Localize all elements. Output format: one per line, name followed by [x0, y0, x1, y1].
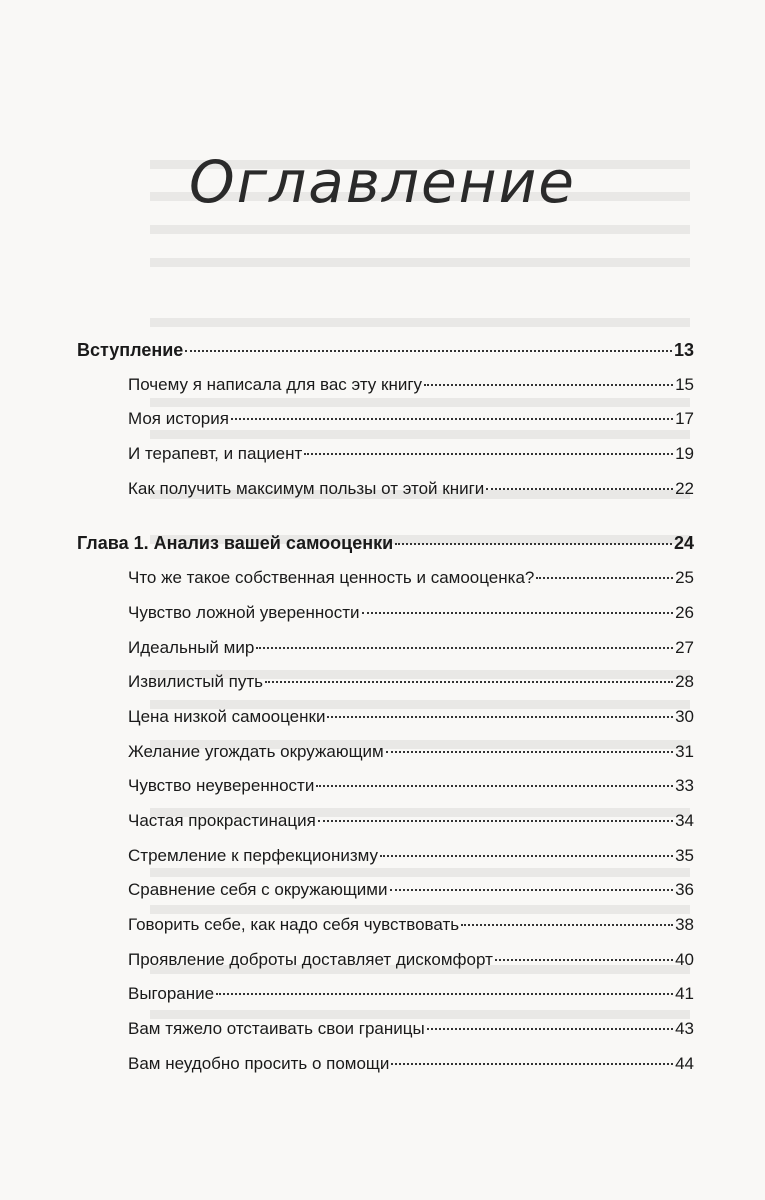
dot-leader: [327, 716, 673, 718]
toc-page-number: 40: [675, 949, 694, 969]
toc-page-number: 17: [675, 409, 694, 429]
dot-leader: [185, 350, 672, 352]
toc-page-number: 35: [675, 845, 694, 865]
toc-section-entry[interactable]: [77, 846, 694, 881]
toc-entry-label: Почему я написала для вас эту книгу: [128, 374, 423, 394]
dot-leader: [216, 993, 673, 995]
dot-leader: [427, 1028, 673, 1030]
toc-page-number: 41: [675, 984, 694, 1004]
toc-page-number: 36: [675, 880, 694, 900]
toc-page-number: 31: [675, 741, 694, 761]
toc-page-number: 13: [673, 340, 694, 360]
toc-page-number: 33: [675, 776, 694, 796]
dot-leader: [256, 647, 673, 649]
toc-section-entry[interactable]: [77, 603, 694, 638]
dot-leader: [536, 577, 673, 579]
toc-page-number: 22: [675, 478, 694, 498]
dot-leader: [495, 959, 673, 961]
dot-leader: [316, 785, 673, 787]
toc-page-number: 25: [675, 568, 694, 588]
toc-entry-label: Вам неудобно просить о помощи: [128, 1053, 390, 1073]
toc-page-number: 44: [675, 1053, 694, 1073]
dot-leader: [362, 612, 674, 614]
toc-entry-label: Частая прокрастинация: [128, 810, 316, 830]
toc-section-entry[interactable]: [77, 707, 694, 742]
dot-leader: [386, 751, 673, 753]
table-of-contents: [77, 340, 694, 1088]
toc-section-entry[interactable]: [77, 375, 694, 410]
toc-entry-label: Идеальный мир: [128, 637, 255, 657]
toc-entry-label: Говорить себе, как надо себя чувствовать: [128, 915, 460, 934]
toc-page-number: 24: [673, 533, 694, 554]
toc-section-entry[interactable]: [77, 915, 694, 950]
toc-page-number: 30: [675, 706, 694, 726]
toc-section-entry[interactable]: [77, 1019, 694, 1054]
toc-page-number: 19: [675, 444, 694, 464]
toc-entry-label: Что же такое собственная ценность и самооценка?: [128, 568, 535, 588]
dot-leader: [486, 488, 673, 490]
toc-entry-label: Глава 1. Анализ вашей самооценки: [77, 533, 394, 554]
toc-section-entry[interactable]: [77, 880, 694, 915]
toc-entry-label: Цена низкой самооценки: [128, 706, 326, 726]
toc-page-number: 43: [675, 1019, 694, 1039]
toc-chapter-entry[interactable]: [77, 533, 694, 568]
dot-leader: [390, 889, 674, 891]
dot-leader: [461, 924, 673, 926]
toc-entry-label: Вам тяжело отстаивать свои границы: [128, 1019, 425, 1039]
toc-section-entry[interactable]: [77, 638, 694, 673]
toc-section-entry[interactable]: [77, 776, 694, 811]
dot-leader: [424, 384, 673, 386]
dot-leader: [265, 681, 673, 683]
dot-leader: [304, 453, 673, 455]
page-title: Оглавление: [189, 148, 576, 216]
toc-entry-label: Выгорание: [128, 984, 215, 1004]
toc-section-entry[interactable]: [77, 1054, 694, 1089]
toc-section-entry[interactable]: [77, 984, 694, 1019]
dot-leader: [380, 855, 673, 857]
toc-section-entry[interactable]: [77, 950, 694, 985]
toc-entry-label: Чувство неуверенности: [128, 776, 315, 796]
toc-entry-label: Стремление к перфекционизму: [128, 845, 378, 865]
toc-page-number: 34: [675, 810, 694, 830]
toc-chapter-entry[interactable]: [77, 340, 694, 375]
toc-entry-label: Сравнение себя с окружающими: [128, 880, 388, 900]
toc-section-entry[interactable]: [77, 479, 694, 514]
toc-page-number: 27: [675, 637, 694, 657]
toc-page-number: 15: [675, 374, 694, 394]
toc-page-number: 28: [675, 672, 694, 692]
toc-entry-label: Вступление: [77, 340, 184, 360]
toc-section-entry[interactable]: [77, 409, 694, 444]
toc-section-entry[interactable]: [77, 444, 694, 479]
toc-section-entry[interactable]: [77, 672, 694, 707]
dot-leader: [395, 543, 672, 545]
dot-leader: [318, 820, 673, 822]
dot-leader: [391, 1063, 673, 1065]
toc-entry-label: Извилистый путь: [128, 672, 264, 692]
toc-page-number: 38: [675, 915, 694, 934]
toc-section-entry[interactable]: [77, 568, 694, 603]
dot-leader: [231, 418, 673, 420]
toc-section-entry[interactable]: [77, 742, 694, 777]
toc-entry-label: И терапевт, и пациент: [128, 444, 303, 464]
toc-entry-label: Моя история: [128, 409, 229, 429]
toc-entry-label: Проявление доброты доставляет дискомфорт: [128, 949, 493, 969]
toc-entry-label: Как получить максимум пользы от этой книги: [128, 478, 485, 498]
toc-page-number: 26: [675, 602, 694, 622]
toc-section-entry[interactable]: [77, 811, 694, 846]
toc-entry-label: Чувство ложной уверенности: [128, 602, 360, 622]
toc-entry-label: Желание угождать окружающим: [128, 741, 384, 761]
